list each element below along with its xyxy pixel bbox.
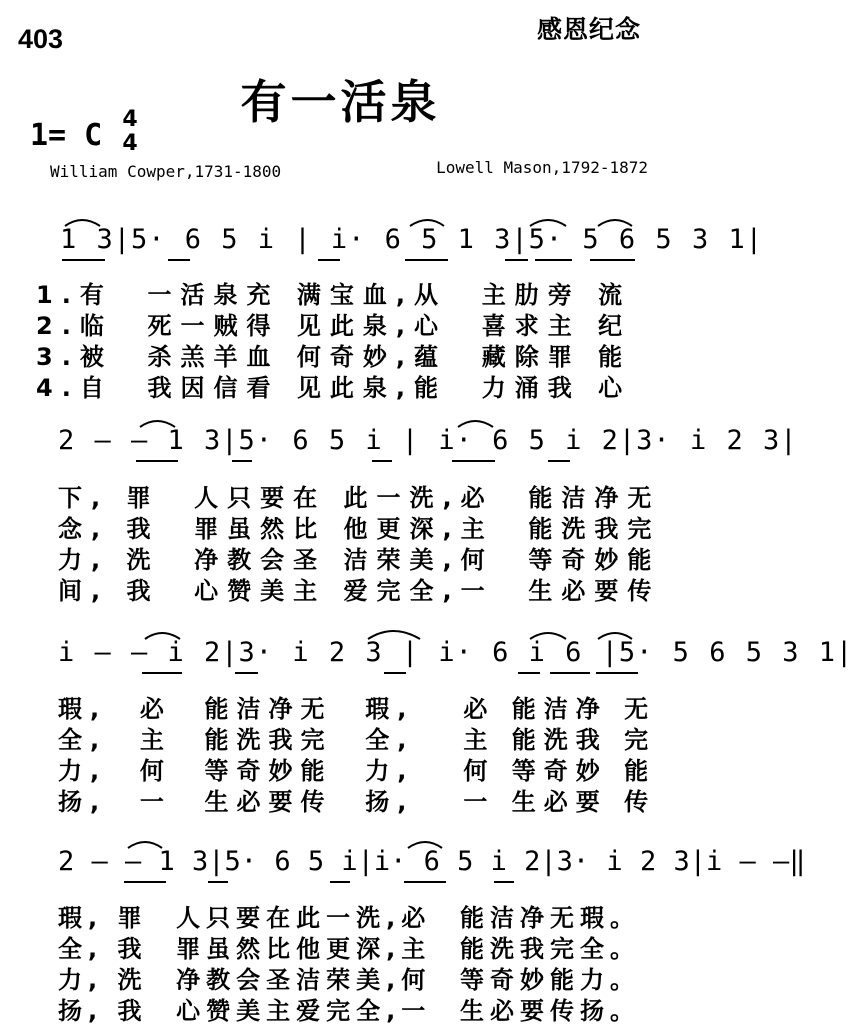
time-signature: [116, 108, 144, 156]
slurs-underlines-3: [0, 621, 681, 681]
lyric-verse-3: 3.被 杀羔羊血 何奇妙,蕴 藏除罪 能: [36, 343, 632, 371]
lyric-verse-2: 全, 我 罪虽然比他更深,主 能洗我完全。: [58, 935, 641, 963]
slurs-underlines-1: [0, 208, 681, 268]
meter-top: 4: [122, 107, 138, 132]
lyric-verse-2: 全, 主 能洗我完 全, 主 能洗我 完: [58, 726, 657, 754]
slurs-underlines-2: [0, 409, 681, 469]
lyric-verse-3: 力, 何 等奇妙能 力, 何 等奇妙 能: [58, 757, 657, 785]
lyric-verse-2: 念, 我 罪虽然比 他更深,主 能洗我完: [58, 515, 661, 543]
lyric-verse-1: 下, 罪 人只要在 此一洗,必 能洁净无: [58, 484, 661, 512]
key-signature: 1= C: [30, 118, 103, 153]
page-number: 403: [18, 24, 64, 54]
lyric-verse-4: 间, 我 心赞美主 爱完全,一 生必要传: [58, 577, 661, 605]
meter-bottom: 4: [122, 131, 138, 156]
lyric-verse-4: 扬, 一 生必要传 扬, 一 生必要 传: [58, 788, 657, 816]
notation-text-1: 1 3|5· 6 5 i | i· 6 5 1 3|5· 5 6 5 3 1|: [60, 224, 763, 255]
lyric-verse-1: 瑕, 罪 人只要在此一洗,必 能洁净无瑕。: [58, 904, 641, 932]
composer-credit: Lowell Mason,1792-1872: [436, 158, 648, 177]
category-label: 感恩纪念: [537, 15, 642, 44]
lyric-verse-4: 扬, 我 心赞美主爱完全,一 生必要传扬。: [58, 997, 641, 1025]
lyric-verse-2: 2.临 死一贼得 见此泉,心 喜求主 纪: [36, 312, 632, 340]
lyric-verse-1: 1.有 一活泉充 满宝血,从 主肋旁 流: [36, 281, 632, 309]
lyric-verse-4: 4.自 我因信看 见此泉,能 力涌我 心: [36, 374, 632, 402]
notation-text-2: 2 – – 1 3|5· 6 5 i | i· 6 5 i 2|3· i 2 3|: [58, 425, 798, 456]
slurs-underlines-4: [0, 830, 681, 890]
notation-text-4: 2 – – 1 3|5· 6 5 i|i· 6 5 i 2|3· i 2 3|i – –‖: [58, 846, 806, 877]
lyric-verse-1: 瑕, 必 能洁净无 瑕, 必 能洁净 无: [58, 695, 657, 723]
lyricist-credit: William Cowper,1731-1800: [50, 162, 282, 181]
hymn-title: 有一活泉: [240, 75, 441, 129]
notation-text-3: i – – i 2|3· i 2 3 | i· 6 i 6 |5· 5 6 5 3 1|: [58, 637, 853, 668]
lyric-verse-3: 力, 洗 净教会圣洁荣美,何 等奇妙能力。: [58, 966, 641, 994]
lyric-verse-3: 力, 洗 净教会圣 洁荣美,何 等奇妙能: [58, 546, 661, 574]
